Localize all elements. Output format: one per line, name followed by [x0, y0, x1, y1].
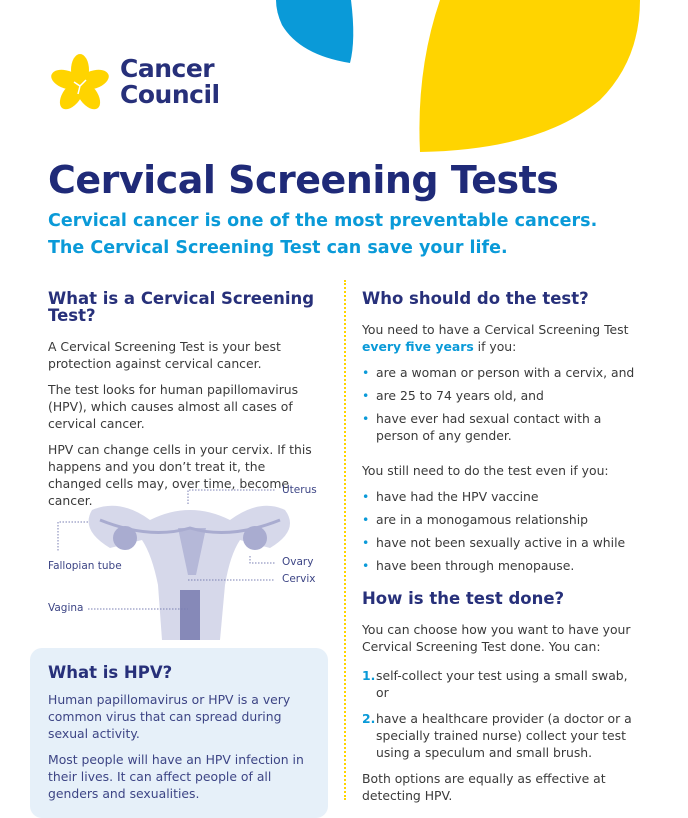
paragraph: HPV can change cells in your cervix. If this happens and you don’t treat it, the changed cells may, over time, become cancer. — [48, 442, 312, 508]
list-item: • are in a monogamous relationship — [362, 511, 642, 528]
list-item: 1. self-collect your test using a small swab, or — [362, 668, 628, 700]
list-item: • have been through menopause. — [362, 557, 642, 574]
paragraph: Most people will have an HPV infection in their lives. It can affect people of all genders and sexualities. — [48, 752, 304, 801]
paragraph: A Cervical Screening Test is your best protection against cervical cancer. — [48, 339, 281, 371]
list-item: • are 25 to 74 years old, and — [362, 387, 642, 404]
label-fallopian-tube: Fallopian tube — [48, 560, 122, 572]
column-divider — [344, 280, 346, 800]
list-item: • have ever had sexual contact with a person of any gender. — [362, 410, 642, 444]
list-item: • have not been sexually active in a while — [362, 534, 642, 551]
right-column — [362, 290, 642, 813]
page-title: Cervical Screening Tests — [48, 158, 559, 202]
how-options — [362, 667, 642, 761]
label-ovary: Ovary — [282, 556, 314, 568]
who-list — [362, 364, 642, 444]
who-intro: You need to have a Cervical Screening Test every five years if you: — [362, 322, 629, 354]
anatomy-diagram — [30, 480, 330, 640]
section-heading-who: Who should do the test? — [362, 289, 589, 308]
how-outro: Both options are equally as effective at detecting HPV. — [362, 771, 606, 803]
label-uterus: Uterus — [282, 484, 317, 496]
paragraph: The test looks for human papillomavirus (HPV), which causes almost all cases of cervical cancer. — [48, 382, 299, 431]
paragraph: Human papillomavirus or HPV is a very common virus that can spread during sexual activity. — [48, 692, 291, 741]
still-intro: You still need to do the test even if you: — [362, 463, 609, 478]
list-item: • are a woman or person with a cervix, and — [362, 364, 642, 381]
label-cervix: Cervix — [282, 573, 316, 585]
page-subtitle: Cervical cancer is one of the most preventable cancers. The Cervical Screening Test can save your life. — [48, 211, 598, 258]
section-heading-how: How is the test done? — [362, 589, 565, 608]
daffodil-logo-icon — [50, 54, 110, 114]
hpv-box-content — [48, 664, 318, 811]
brand-name: Cancer Council — [120, 54, 220, 109]
list-item: 2. have a healthcare provider (a doctor or a specially trained nurse) collect your test using a speculum and small brush. — [362, 711, 632, 760]
still-list — [362, 488, 642, 574]
section-heading: What is a Cervical Screening Test? — [48, 289, 315, 325]
how-intro: You can choose how you want to have your Cervical Screening Test done. You can: — [362, 622, 631, 654]
hpv-heading: What is HPV? — [48, 663, 173, 682]
yellow-leaf-shape — [419, 0, 640, 152]
list-item: • have had the HPV vaccine — [362, 488, 642, 505]
blue-leaf-shape — [276, 0, 353, 63]
label-vagina: Vagina — [48, 602, 84, 614]
